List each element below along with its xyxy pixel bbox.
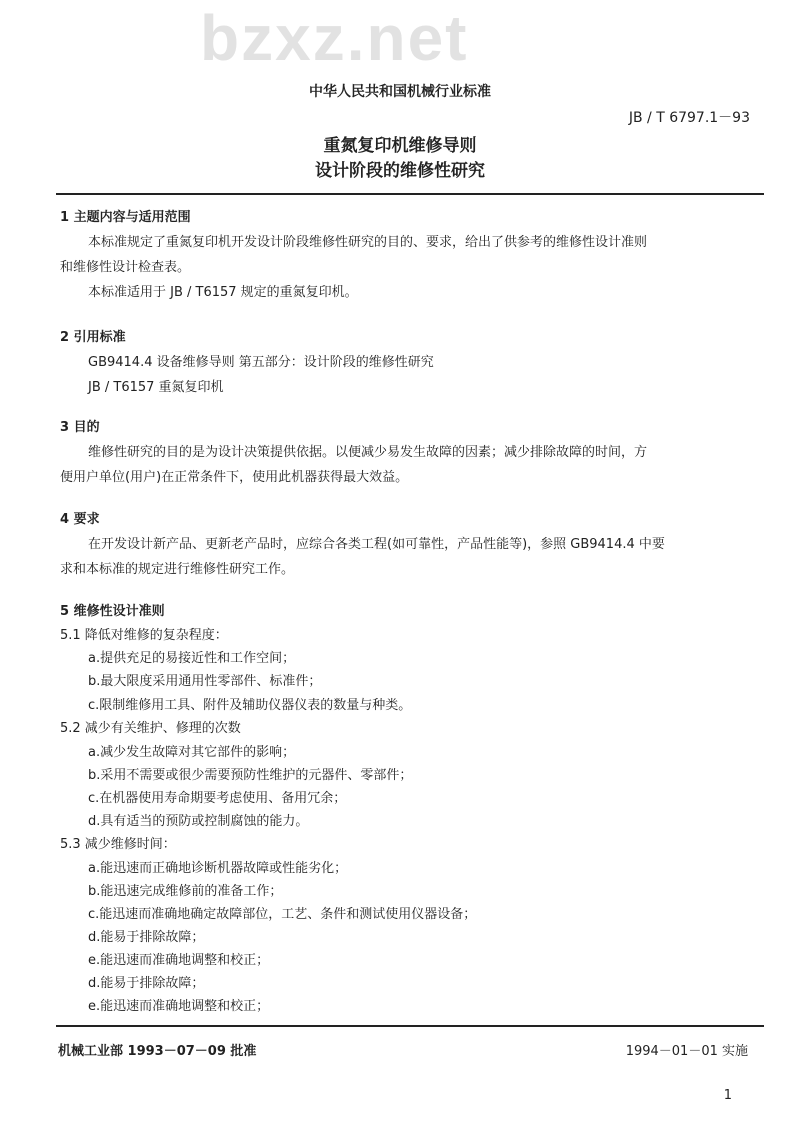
watermark: bzxz.net (200, 2, 469, 74)
list-item: c.在机器使用寿命期要考虑使用、备用冗余； (88, 791, 347, 806)
paragraph: 和维修性设计检查表。 (60, 260, 191, 275)
section-heading: 4 要求 (60, 512, 100, 527)
list-item: a.提供充足的易接近性和工作空间； (88, 651, 296, 666)
list-item: b.采用不需要或很少需要预防性维护的元器件、零部件； (88, 768, 413, 783)
reference-item: GB9414.4 设备维修导则 第五部分：设计阶段的维修性研究 (88, 355, 434, 370)
paragraph: 本标准适用于 JB / T6157 规定的重氮复印机。 (88, 285, 358, 300)
subsection-heading: 5.2 减少有关维护、修理的次数 (60, 721, 241, 736)
paragraph: 本标准规定了重氮复印机开发设计阶段维修性研究的目的、要求，给出了供参考的维修性设计准则 (88, 235, 648, 250)
paragraph: 求和本标准的规定进行维修性研究工作。 (60, 562, 295, 577)
paragraph: 在开发设计新产品、更新老产品时，应综合各类工程(如可靠性，产品性能等)，参照 GB9414.4 中要 (88, 537, 665, 552)
section-heading: 5 维修性设计准则 (60, 604, 165, 619)
standard-code: JB / T 6797.1－93 (628, 110, 750, 126)
list-item: e.能迅速而准确地调整和校正； (88, 953, 270, 968)
effective-date: 1994－01－01 实施 (625, 1044, 748, 1059)
list-item: a.能迅速而正确地诊断机器故障或性能劣化； (88, 861, 348, 876)
section-heading: 1 主题内容与适用范围 (60, 210, 191, 225)
list-item: b.最大限度采用通用性零部件、标准件； (88, 674, 322, 689)
subsection-heading: 5.3 减少维修时间： (60, 837, 176, 852)
approval-date: 机械工业部 1993－07－09 批准 (58, 1044, 257, 1059)
list-item: d.能易于排除故障； (88, 930, 205, 945)
list-item: d.能易于排除故障； (88, 976, 205, 991)
title-line-2: 设计阶段的维修性研究 (315, 161, 485, 181)
header-divider (56, 193, 764, 195)
footer-divider (56, 1025, 764, 1027)
section-heading: 2 引用标准 (60, 330, 126, 345)
list-item: d.具有适当的预防或控制腐蚀的能力。 (88, 814, 309, 829)
list-item: a.减少发生故障对其它部件的影响； (88, 745, 296, 760)
subsection-heading: 5.1 降低对维修的复杂程度： (60, 628, 228, 643)
list-item: b.能迅速完成维修前的准备工作； (88, 884, 283, 899)
reference-item: JB / T6157 重氮复印机 (88, 380, 224, 395)
page-number: 1 (723, 1088, 732, 1103)
section-heading: 3 目的 (60, 420, 100, 435)
paragraph: 维修性研究的目的是为设计决策提供依据。以便减少易发生故障的因素；减少排除故障的时间，方 (88, 445, 648, 460)
title-line-1: 重氮复印机维修导则 (323, 136, 477, 156)
list-item: e.能迅速而准确地调整和校正； (88, 999, 270, 1014)
list-item: c.限制维修用工具、附件及辅助仪器仪表的数量与种类。 (88, 698, 412, 713)
list-item: c.能迅速而准确地确定故障部位，工艺、条件和测试使用仪器设备； (88, 907, 477, 922)
paragraph: 便用户单位(用户)在正常条件下，使用此机器获得最大效益。 (60, 470, 409, 485)
issuing-org: 中华人民共和国机械行业标准 (309, 84, 491, 100)
